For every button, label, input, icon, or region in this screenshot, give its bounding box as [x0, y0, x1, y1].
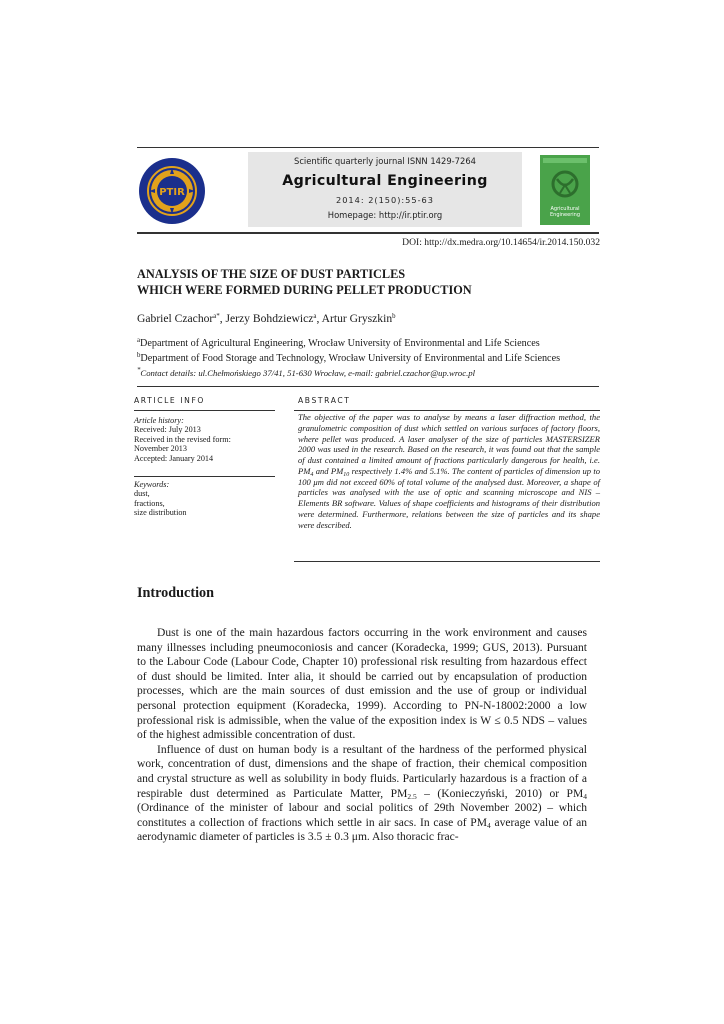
author-name: Artur Gryszkin — [321, 312, 393, 325]
journal-issn-line: Scientific quarterly journal ISNN 1429-7264 — [294, 156, 476, 166]
introduction-heading: Introduction — [137, 585, 214, 601]
journal-homepage-link[interactable]: Homepage: http://ir.ptir.org — [327, 210, 443, 220]
author-name: Jerzy Bohdziewicz — [225, 312, 314, 325]
affiliation-a: $^a$Department of Agricultural Engineering, Wrocław University of Environmental and Life Sciences — [137, 337, 540, 349]
affiliation-b: $^b$Department of Food Storage and Technology, Wrocław University of Environmental and Life Sciences — [137, 352, 561, 364]
paragraph: Dust is one of the main hazardous factors occurring in the work environment and causes many illnesses including pneumoconiosis and cancer (Koradecka, 1999; GUS, 2013). Pursuant to the Labour Code (Labour Code, Chapter 10) professional risk resulting from hazardous effect of dust should be limited. Inter alia, it should be carried out by encapsulation of production processes, which are the main sources of dust emission and the use of group or individual personal protection equipment (Koradecka, 1999). According to PN-N-18002:2000 a low professional risk is admissible, when the value of the exposition index is W ≤ 0.5 NDS – values of the highest admissible concentration of dust. — [137, 627, 587, 742]
keyword: size distribution — [134, 508, 187, 518]
abstract-heading: ABSTRACT — [298, 396, 351, 405]
journal-issue: 2014: 2(150):55-63 — [336, 195, 434, 205]
ptir-logo — [137, 156, 207, 226]
abstract-top-rule — [294, 410, 600, 411]
journal-cover-text: Agricultural Engineering — [550, 206, 580, 218]
keyword: fractions, — [134, 498, 165, 508]
contact-details: *Contact details: ul.Chełmońskiego 37/41, 51-630 Wrocław, e-mail: gabriel.czachor@up.wroc.pl — [137, 367, 476, 378]
keywords-block: Keywords: dust, fractions, size distribution — [134, 480, 275, 518]
journal-name: Agricultural Engineering — [282, 173, 488, 189]
doi-link[interactable]: DOI: http://dx.medra.org/10.14654/ir.2014.150.032 — [402, 237, 600, 248]
article-info-rule — [134, 410, 275, 411]
article-history: Article history: Received: July 2013 Received in the revised form: November 2013 Accepted: January 2014 — [134, 416, 231, 463]
article-authors: Gabriel Czachor$^{a*}$, Jerzy Bohdziewicz$^a$, Artur Gryszkin$^b$ — [137, 312, 396, 325]
journal-header-box — [248, 152, 522, 227]
header-top-rule — [137, 147, 599, 148]
article-title: ANALYSIS OF THE SIZE OF DUST PARTICLES WHICH WERE FORMED DURING PELLET PRODUCTION — [137, 267, 472, 297]
author-name: Gabriel Czachor — [137, 312, 214, 325]
article-info-heading: ARTICLE INFO — [134, 396, 206, 405]
keyword: dust, — [134, 489, 150, 499]
abstract-text: The objective of the paper was to analyse by means a laser diffraction method, the granulometric composition of dust which settled on various surfaces of factory floors, where pellet was produced. A laser analyser of the size of particles MASTERSIZER 2000 was used in the research. Based on the research, it was found out that the sample of dust contained a limited amount of fractions particularly dangerous for health, i.e. $PM_4$ and $PM_{10}$ respectively 1.4% and 5.1%. The content of particles of dimension up to 100 μm did not exceed 60% of total volume of the analysed dust. Moreover, a shape of particles was analysed with the use of optic and scanning microscope and NIS – Elements BR software. Values of shape coefficients and histograms of their distribution were determined. Furthermore, relations between the size of particles and its shape were described. — [298, 412, 601, 530]
affiliation-rule — [137, 386, 599, 387]
paragraph: Influence of dust on human body is a resultant of the hardness of the performed physical work, concentration of dust, dimensions and the shape of fraction, their chemical composition and crystal structure as well as solubility in body fluids. Particularly hazardous is a fraction of a respirable dust determined as Particulate Matter, $PM_{2.5}$ – (Konieczyński, 2010) or $PM_4$ (Ordinance of the minister of labour and social politics of 29th November 2002) – which constitutes a collection of fractions which settle in air sacs. In case of $PM_4$ average value of an aerodynamic diameter of particles is 3.5 ± 0.3 μm. Also thoracic frac- — [137, 743, 587, 844]
keywords-rule — [134, 476, 275, 477]
introduction-body — [137, 626, 587, 845]
abstract-bottom-rule — [294, 561, 600, 562]
ptir-logo-text: PTIR — [159, 187, 185, 198]
header-bottom-rule — [137, 232, 599, 234]
journal-cover-image — [540, 155, 590, 225]
